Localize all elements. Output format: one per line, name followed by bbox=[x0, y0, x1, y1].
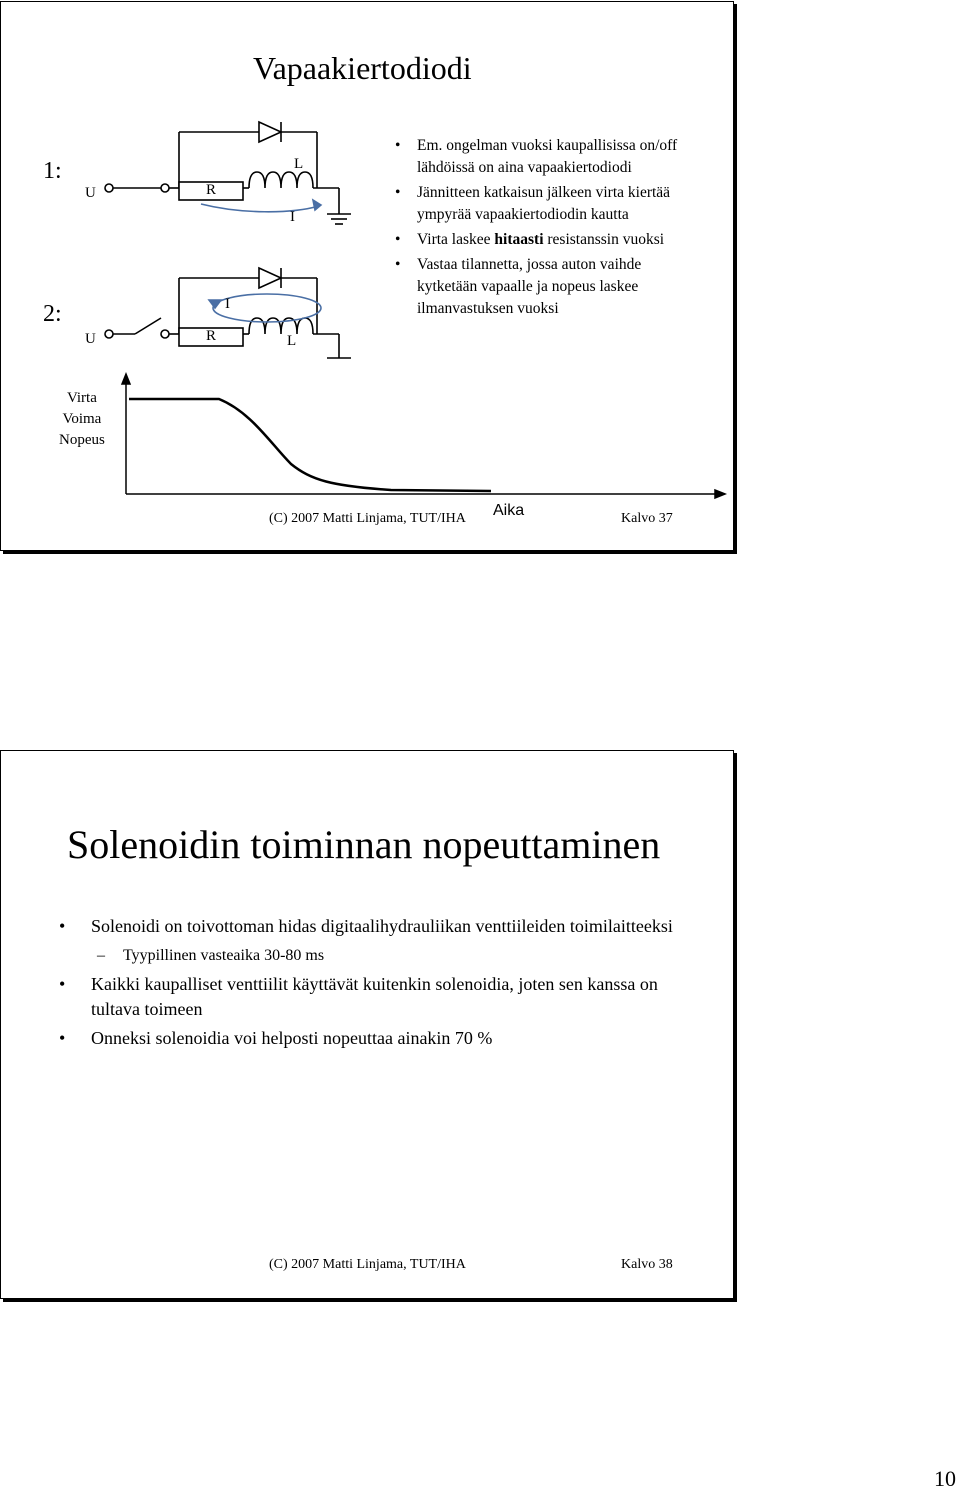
label-l2: L bbox=[287, 333, 297, 349]
bullet-2: • Kaikki kaupalliset venttiilit käyttävät kuitenkin solenoidia, joten sen kanssa on tultava toimeen bbox=[59, 972, 679, 1022]
circuit-2-label: 2: bbox=[43, 301, 62, 327]
circuit-diagrams bbox=[1, 102, 361, 362]
label-i2: I bbox=[225, 296, 230, 312]
slide-38 bbox=[0, 750, 734, 1299]
bullet-list bbox=[59, 914, 679, 1055]
bullet-4: • Vastaa tilannetta, jossa auton vaihde kytketään vapaalle ja nopeus laskee ilmanvastuksen vuoksi bbox=[395, 254, 695, 320]
inductor-1 bbox=[249, 172, 313, 188]
label-l1: L bbox=[294, 156, 304, 172]
y-label-voima: Voima bbox=[62, 411, 102, 427]
bullet-3: • Virta laskee hitaasti resistanssin vuoksi bbox=[395, 229, 695, 251]
y-label-nopeus: Nopeus bbox=[59, 432, 105, 448]
slide-title: Solenoidin toiminnan nopeuttaminen bbox=[67, 822, 661, 867]
decay-curve bbox=[129, 399, 491, 491]
bullet-list bbox=[395, 135, 695, 323]
label-r2: R bbox=[206, 328, 217, 344]
diode-2 bbox=[259, 268, 281, 288]
footer-right: Kalvo 37 bbox=[621, 511, 673, 526]
bullet-2: • Jännitteen katkaisun jälkeen virta kiertää ympyrää vapaakiertodiodin kautta bbox=[395, 182, 695, 226]
footer-right: Kalvo 38 bbox=[621, 1257, 673, 1272]
page-number: 10 bbox=[934, 1466, 956, 1491]
inductor-2 bbox=[249, 318, 313, 334]
switch-2 bbox=[135, 318, 161, 334]
bullet-1: • Em. ongelman vuoksi kaupallisissa on/off lähdöissä on aina vapaakiertodiodi bbox=[395, 135, 695, 179]
footer-left: (C) 2007 Matti Linjama, TUT/IHA bbox=[269, 511, 466, 526]
label-u1: U bbox=[85, 185, 96, 201]
decay-graph bbox=[91, 372, 731, 522]
sub-bullet-1: – Tyypillinen vasteaika 30-80 ms bbox=[59, 943, 679, 968]
terminal-u2 bbox=[105, 330, 113, 338]
label-r1: R bbox=[206, 182, 217, 198]
diode-1 bbox=[259, 122, 281, 142]
label-i1: I bbox=[290, 209, 295, 225]
y-label-virta: Virta bbox=[66, 390, 97, 406]
slide-37 bbox=[0, 1, 734, 551]
current-arrow-1 bbox=[201, 204, 319, 212]
footer-left: (C) 2007 Matti Linjama, TUT/IHA bbox=[269, 1257, 466, 1272]
terminal-u1 bbox=[105, 184, 113, 192]
x-label-aika: Aika bbox=[493, 502, 525, 519]
label-u2: U bbox=[85, 331, 96, 347]
bullet-1: • Solenoidi on toivottoman hidas digitaalihydrauliikan venttiileiden toimilaitteeksi bbox=[59, 914, 679, 939]
bullet-3: • Onneksi solenoidia voi helposti nopeuttaa ainakin 70 % bbox=[59, 1026, 679, 1051]
slide-title: Vapaakiertodiodi bbox=[253, 50, 472, 86]
circuit-1-label: 1: bbox=[43, 158, 62, 184]
